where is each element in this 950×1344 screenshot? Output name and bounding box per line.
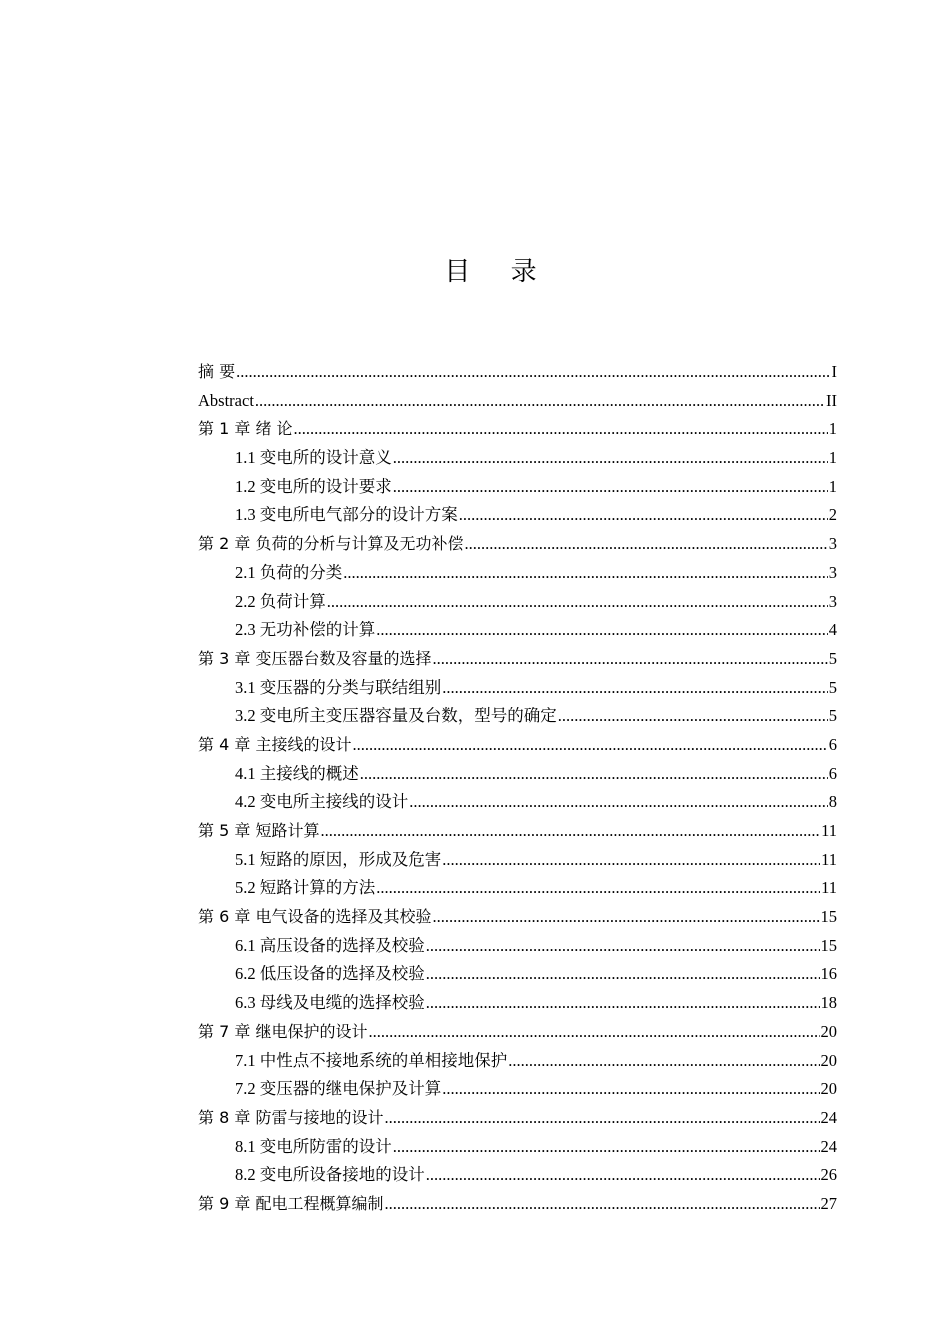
toc-dot-leader: [442, 846, 820, 874]
toc-dot-leader: [320, 817, 820, 845]
toc-dot-leader: [384, 1190, 819, 1218]
toc-page-number: 11: [821, 849, 837, 869]
toc-section-entry[interactable]: [198, 702, 837, 731]
toc-section-entry[interactable]: [198, 616, 837, 645]
toc-dot-leader: [343, 559, 828, 587]
toc-entry-label: 2.1 负荷的分类: [235, 562, 343, 582]
toc-page-number: 3: [828, 562, 837, 582]
toc-dot-leader: [376, 874, 820, 902]
toc-entry-label: 1.2 变电所的设计要求: [235, 476, 392, 496]
toc-dot-leader: [376, 616, 828, 644]
toc-entry-label: 第 6 章 电气设备的选择及其校验: [198, 907, 432, 927]
toc-entry-label: 8.2 变电所设备接地的设计: [235, 1165, 425, 1185]
toc-page-number: 2: [828, 505, 837, 525]
toc-section-entry[interactable]: [198, 932, 837, 961]
toc-dot-leader: [393, 444, 828, 472]
toc-dot-leader: [236, 358, 830, 386]
toc-section-entry[interactable]: [198, 588, 837, 617]
toc-page-number: 20: [820, 1050, 837, 1070]
toc-page-number: 5: [828, 706, 837, 726]
toc-entry-label: 7.1 中性点不接地系统的单相接地保护: [235, 1050, 508, 1070]
toc-entry-label: 摘 要: [198, 362, 236, 381]
toc-section-entry[interactable]: [198, 760, 837, 789]
toc-entry-label: 3.1 变压器的分类与联结组别: [235, 677, 442, 697]
toc-entry-label: 1.1 变电所的设计意义: [235, 448, 392, 468]
toc-section-entry[interactable]: [198, 1075, 837, 1104]
toc-dot-leader: [426, 1161, 820, 1189]
toc-dot-leader: [442, 674, 828, 702]
toc-page-number: 6: [828, 734, 837, 754]
toc-entry-label: 第 2 章 负荷的分析与计算及无功补偿: [198, 534, 464, 554]
toc-page-number: 5: [828, 648, 837, 668]
toc-chapter-entry[interactable]: [198, 415, 837, 444]
toc-chapter-entry[interactable]: [198, 530, 837, 559]
toc-dot-leader: [508, 1047, 819, 1075]
toc-page-number: 16: [820, 964, 837, 984]
toc-dot-leader: [352, 731, 827, 759]
toc-dot-leader: [384, 1104, 819, 1132]
toc-dot-leader: [327, 588, 828, 616]
toc-page-number: 24: [820, 1136, 837, 1156]
toc-chapter-entry[interactable]: [198, 731, 837, 760]
toc-dot-leader: [459, 501, 828, 529]
toc-entry-label: 5.2 短路计算的方法: [235, 878, 376, 898]
toc-dot-leader: [393, 473, 828, 501]
toc-entry-label: 2.3 无功补偿的计算: [235, 620, 376, 640]
toc-section-entry[interactable]: [198, 501, 837, 530]
toc-chapter-entry[interactable]: [198, 645, 837, 674]
toc-page-number: 1: [828, 448, 837, 468]
toc-page-number: 15: [820, 935, 837, 955]
toc-dot-leader: [255, 387, 825, 415]
toc-page-number: 8: [828, 792, 837, 812]
toc-page-number: 3: [828, 534, 837, 554]
toc-page-number: 1: [828, 419, 837, 439]
toc-dot-leader: [426, 989, 820, 1017]
toc-entry-label: 第 4 章 主接线的设计: [198, 734, 352, 754]
toc-chapter-entry[interactable]: [198, 903, 837, 932]
toc-section-entry[interactable]: [198, 559, 837, 588]
toc-entry-label: 1.3 变电所电气部分的设计方案: [235, 505, 458, 525]
toc-page-number: 27: [820, 1193, 837, 1213]
toc-page-number: II: [826, 390, 837, 410]
toc-entry-label: 4.2 变电所主接线的设计: [235, 792, 409, 812]
toc-dot-leader: [558, 702, 828, 730]
toc-page-number: 11: [821, 821, 837, 840]
toc-dot-leader: [294, 415, 828, 443]
toc-entry-label: 第 9 章 配电工程概算编制: [198, 1193, 384, 1213]
toc-entry-label: 第 7 章 继电保护的设计: [198, 1021, 368, 1041]
toc-section-entry[interactable]: [198, 473, 837, 502]
toc-dot-leader: [426, 932, 820, 960]
toc-section-entry[interactable]: [198, 960, 837, 989]
toc-entry-label: 第 5 章 短路计算: [198, 821, 320, 840]
table-of-contents: [198, 358, 837, 1219]
toc-page-number: 1: [828, 476, 837, 496]
toc-entry-label: 第 3 章 变压器台数及容量的选择: [198, 648, 432, 668]
toc-dot-leader: [432, 645, 827, 673]
toc-chapter-entry[interactable]: [198, 1018, 837, 1047]
toc-dot-leader: [464, 530, 827, 558]
toc-section-entry[interactable]: [198, 788, 837, 817]
toc-page-number: 5: [828, 677, 837, 697]
toc-entry-label: 第 8 章 防雷与接地的设计: [198, 1107, 384, 1127]
toc-page-number: 20: [820, 1079, 837, 1099]
toc-page-number: 24: [820, 1107, 837, 1127]
toc-dot-leader: [360, 760, 828, 788]
toc-page-number: 6: [828, 763, 837, 783]
toc-entry-label: 4.1 主接线的概述: [235, 763, 359, 783]
toc-entry-label: 2.2 负荷计算: [235, 591, 326, 611]
toc-chapter-entry[interactable]: [198, 1190, 837, 1219]
toc-entry-label: 3.2 变电所主变压器容量及台数，型号的确定: [235, 706, 557, 726]
toc-page-number: 11: [821, 878, 837, 898]
toc-entry-label: 8.1 变电所防雷的设计: [235, 1136, 392, 1156]
toc-page-number: I: [831, 362, 837, 381]
toc-entry-label: 5.1 短路的原因，形成及危害: [235, 849, 442, 869]
toc-entry-label: 6.3 母线及电缆的选择校验: [235, 993, 425, 1013]
toc-entry-label: Abstract: [198, 390, 254, 410]
toc-page-number: 3: [828, 591, 837, 611]
toc-dot-leader: [368, 1018, 819, 1046]
toc-entry-label: 7.2 变压器的继电保护及计算: [235, 1079, 442, 1099]
toc-dot-leader: [432, 903, 819, 931]
toc-dot-leader: [409, 788, 828, 816]
toc-section-entry[interactable]: [198, 674, 837, 703]
toc-section-entry[interactable]: [198, 874, 837, 903]
toc-section-entry[interactable]: [198, 1161, 837, 1190]
toc-page-number: 4: [828, 620, 837, 640]
toc-chapter-entry[interactable]: [198, 358, 837, 387]
toc-entry-label: 6.1 高压设备的选择及校验: [235, 935, 425, 955]
toc-page-number: 20: [820, 1021, 837, 1041]
toc-section-entry[interactable]: [198, 1047, 837, 1076]
toc-dot-leader: [442, 1075, 819, 1103]
page-title: 目 录: [444, 257, 553, 287]
toc-entry-label: 6.2 低压设备的选择及校验: [235, 964, 425, 984]
toc-dot-leader: [393, 1133, 820, 1161]
toc-chapter-entry[interactable]: [198, 817, 837, 846]
toc-page-number: 15: [820, 907, 837, 927]
toc-chapter-entry[interactable]: [198, 1104, 837, 1133]
toc-entry-label: 第 1 章 绪 论: [198, 419, 293, 439]
toc-section-entry[interactable]: [198, 1133, 837, 1162]
toc-page-number: 18: [820, 993, 837, 1013]
toc-section-entry[interactable]: [198, 846, 837, 875]
toc-section-entry[interactable]: [198, 444, 837, 473]
toc-page-number: 26: [820, 1165, 837, 1185]
toc-chapter-entry[interactable]: [198, 387, 837, 416]
toc-section-entry[interactable]: [198, 989, 837, 1018]
toc-dot-leader: [426, 960, 820, 988]
